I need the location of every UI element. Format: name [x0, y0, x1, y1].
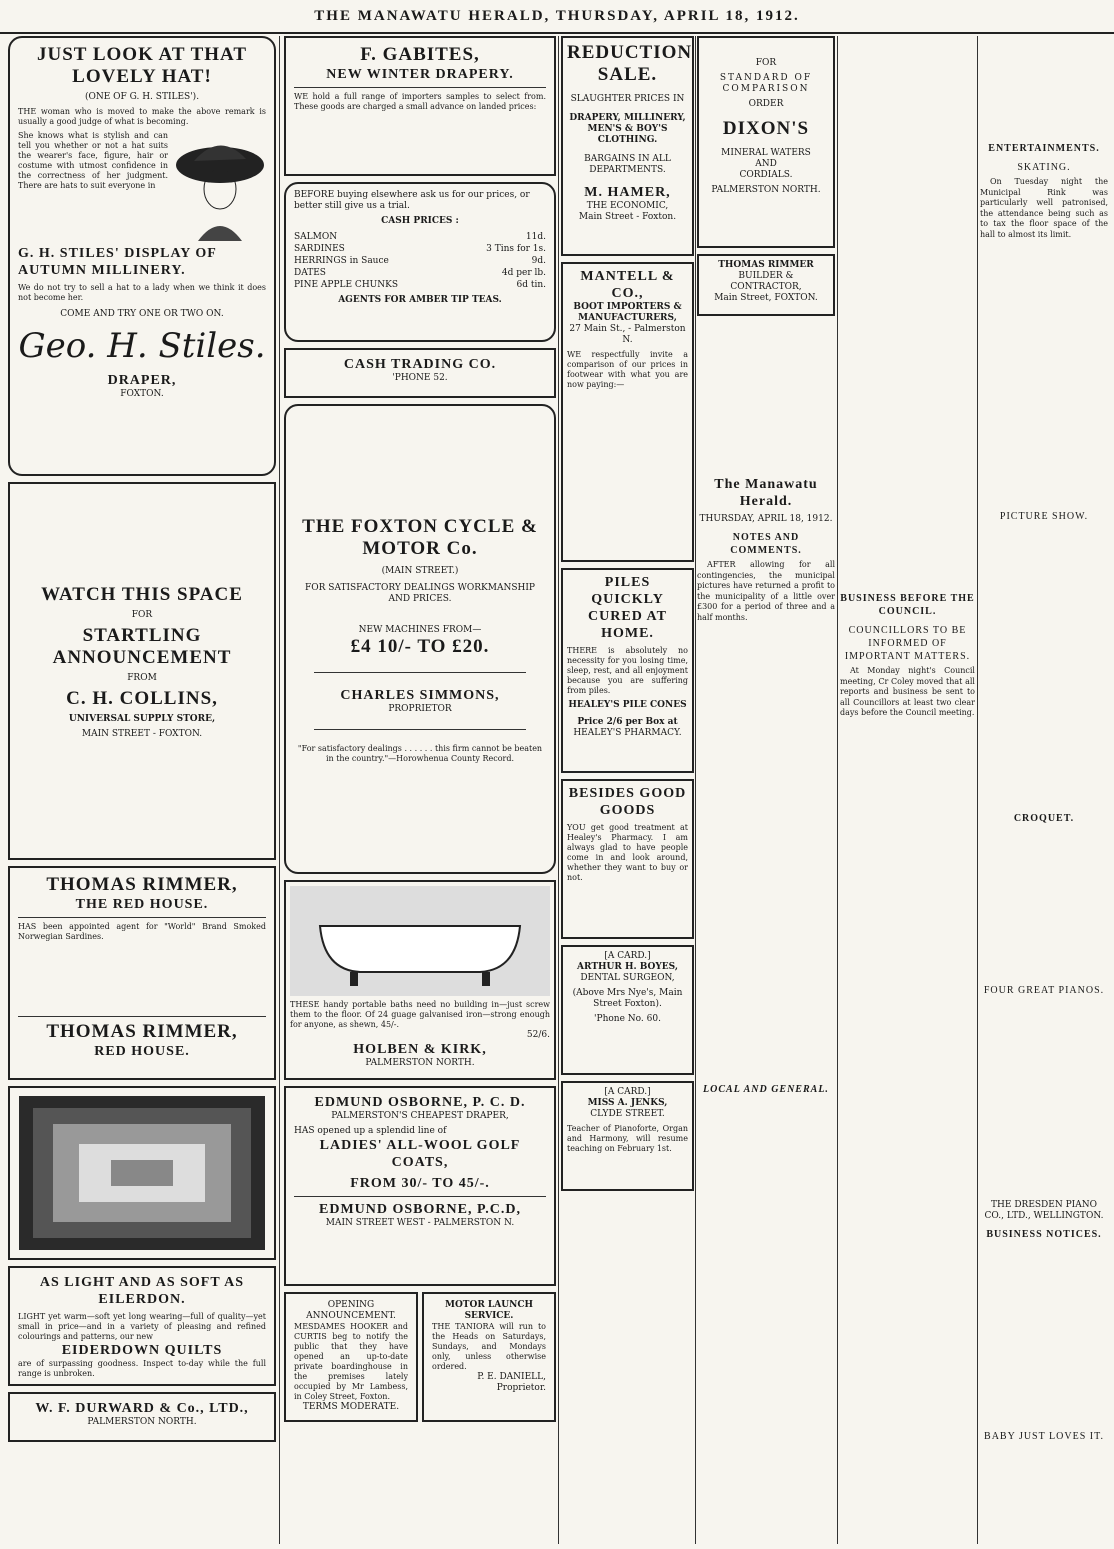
- rimmer-footer-name: THOMAS RIMMER,: [46, 1021, 238, 1042]
- column-2: [284, 36, 556, 1544]
- bath-illustration: [290, 886, 550, 996]
- stiles-title: JUST LOOK AT THAT LOVELY HAT!: [36, 44, 248, 87]
- pianos-heading: FOUR GREAT PIANOS.: [983, 985, 1105, 996]
- dixon-and: AND: [755, 159, 777, 169]
- hat-illustration: [174, 131, 266, 241]
- local-heading: LOCAL AND GENERAL.: [703, 1084, 829, 1095]
- collins-name: C. H. COLLINS,: [66, 688, 218, 709]
- cash-heading: CASH PRICES :: [381, 216, 459, 226]
- opening-body: MESDAMES HOOKER and CURTIS beg to notify the public that they have opened an up-to-date private boardinghouse in the premises lately occupied by Mr Lambess, in Coley Street, Foxton.: [294, 1322, 408, 1401]
- jenks-card: [561, 1081, 694, 1191]
- launch-title: MOTOR LAUNCH SERVICE.: [444, 1300, 533, 1321]
- piles-advert: [561, 568, 694, 773]
- cycle-role: PROPRIETOR: [388, 704, 452, 714]
- durward-firm: W. F. DURWARD & Co., LTD.,: [35, 1401, 249, 1416]
- stiles-byline: (ONE OF G. H. STILES').: [84, 92, 200, 102]
- mantell-advert: [561, 262, 694, 562]
- cycle-machines: NEW MACHINES FROM—: [358, 625, 482, 635]
- dixon-order: ORDER: [748, 99, 784, 109]
- eiderdown-body: LIGHT yet warm—soft yet long wearing—full of quality—yet small in price—and in a variety of pleasing and refined colourings and patterns, our new: [18, 1312, 266, 1341]
- cash-intro: BEFORE buying elsewhere ask us for our prices, or better still give us a trial.: [294, 190, 530, 211]
- holben-town: PALMERSTON NORTH.: [365, 1058, 475, 1068]
- stiles-advert: [8, 36, 276, 476]
- osborne-body: HAS opened up a splendid line of: [294, 1126, 447, 1136]
- cycle-street: (MAIN STREET.): [381, 566, 459, 576]
- stiles-intro: THE woman who is moved to make the above remark is usually a good judge of what is becoming.: [18, 107, 266, 126]
- jenks-address: CLYDE STREET.: [590, 1109, 665, 1119]
- boyes-address: (Above Mrs Nye's, Main Street Foxton).: [572, 988, 683, 1009]
- stiles-town: FOXTON.: [120, 389, 164, 399]
- besides-body: YOU get good treatment at Healey's Pharmacy. I am always glad to have people come in and look around, whether they want to buy or not.: [567, 823, 688, 882]
- column-6: [980, 36, 1108, 1544]
- dixon-product2: CORDIALS.: [739, 170, 793, 180]
- column-rule: [837, 36, 838, 1544]
- durward-town: PALMERSTON NORTH.: [87, 1417, 197, 1427]
- price-row: SARDINES 3 Tins for 1s.: [294, 244, 546, 254]
- cycle-title: THE FOXTON CYCLE & MOTOR Co.: [302, 516, 538, 559]
- launch-body: THE TANIORA will run to the Heads on Saturdays, Sundays, and Mondays only, unless otherwise ordered.: [432, 1322, 546, 1371]
- dixon-town: PALMERSTON NORTH.: [711, 185, 821, 195]
- osborne-price: FROM 30/- TO 45/-.: [350, 1176, 490, 1191]
- builder-address: Main Street, FOXTON.: [714, 293, 818, 303]
- collins-line2: FOR: [131, 610, 153, 620]
- rimmer-body: HAS been appointed agent for "World" Brand Smoked Norwegian Sardines.: [18, 922, 266, 941]
- croquet-heading: CROQUET.: [1013, 813, 1075, 824]
- skating-body: On Tuesday night the Municipal Rink was particularly well patronised, the attendance being such as to tax the floor space of the hall to almost its limit.: [980, 177, 1108, 239]
- rimmer-title: THOMAS RIMMER,: [46, 874, 238, 895]
- column-rule: [695, 36, 696, 1544]
- notices-heading: BUSINESS NOTICES.: [986, 1229, 1102, 1240]
- builder-name: THOMAS RIMMER: [718, 260, 814, 270]
- stiles-note: We do not try to sell a hat to a lady when we think it does not become her.: [18, 283, 266, 302]
- cycle-tagline: FOR SATISFACTORY DEALINGS WORKMANSHIP AND PRICES.: [305, 583, 535, 604]
- launch-role: Proprietor.: [496, 1383, 546, 1393]
- gabites-name: F. GABITES,: [360, 44, 480, 65]
- notes-body: AFTER allowing for all contingencies, the municipal pictures have returned a profit to the municipality of a little over £300 for a period of three and a half months.: [697, 560, 835, 622]
- durward-advert: [8, 1392, 276, 1442]
- eiderdown-title: AS LIGHT AND AS SOFT AS EILERDON.: [39, 1275, 245, 1307]
- piles-product: HEALEY'S PILE CONES: [568, 700, 687, 710]
- mantell-name: MANTELL & CO.,: [580, 269, 675, 301]
- osborne-address: MAIN STREET WEST - PALMERSTON N.: [325, 1218, 515, 1228]
- collins-line4: FROM: [127, 673, 157, 683]
- osborne-advert: [284, 1086, 556, 1286]
- besides-title: BESIDES GOOD GOODS: [568, 786, 687, 818]
- dixon-product: MINERAL WATERS: [721, 148, 811, 158]
- jenks-card-label: [A CARD.]: [604, 1087, 651, 1097]
- council-sub: COUNCILLORS TO BE INFORMED OF IMPORTANT MATTERS.: [844, 625, 971, 662]
- reduction-goods: DRAPERY, MILLINERY, MEN'S & BOY'S CLOTHING.: [569, 113, 686, 145]
- column-5: [840, 36, 975, 1544]
- price-row: PINE APPLE CHUNKS 6d tin.: [294, 280, 546, 290]
- jenks-name: MISS A. JENKS,: [587, 1098, 668, 1108]
- reduction-tag: THE ECONOMIC,: [586, 201, 669, 211]
- dixon-standard: STANDARD OF COMPARISON: [719, 73, 813, 94]
- opening-title: OPENING ANNOUNCEMENT.: [306, 1300, 396, 1321]
- cash-trading-advert: [284, 348, 556, 398]
- herald-title: The Manawatu Herald.: [714, 477, 818, 509]
- reduction-title: REDUCTION SALE.: [567, 42, 693, 85]
- column-4: [697, 36, 835, 1544]
- terms-block: [697, 322, 835, 472]
- besides-advert: [561, 779, 694, 939]
- skating-heading: SKATING.: [1017, 162, 1071, 173]
- holben-firm: HOLBEN & KIRK,: [353, 1042, 487, 1057]
- builder-advert: [697, 254, 835, 316]
- entertainments-heading: ENTERTAINMENTS.: [988, 143, 1100, 154]
- column-rule: [977, 36, 978, 1544]
- gabites-body: WE hold a full range of importers samples to select from. These goods are charged a small advance on landed prices:: [294, 92, 546, 111]
- column-rule: [279, 36, 280, 1544]
- reduction-advert: [561, 36, 694, 256]
- osborne-sub: PALMERSTON'S CHEAPEST DRAPER,: [331, 1111, 509, 1121]
- cash-phone: 'PHONE 52.: [392, 373, 448, 383]
- masthead: THE MANAWATU HERALD, THURSDAY, APRIL 18, 1912.: [0, 0, 1114, 34]
- jenks-body: Teacher of Pianoforte, Organ and Harmony, will resume teaching on February 1st.: [567, 1124, 688, 1153]
- mantell-address: 27 Main St., - Palmerston N.: [569, 324, 686, 345]
- stiles-signature: Geo. H. Stiles.: [18, 326, 266, 366]
- dresden-name: THE DRESDEN PIANO CO., LTD., WELLINGTON.: [984, 1200, 1104, 1221]
- opening-advert: [284, 1292, 418, 1422]
- piles-price: Price 2/6 per Box at: [577, 717, 678, 727]
- column-rule: [558, 36, 559, 1544]
- price-row: DATES 4d per lb.: [294, 268, 546, 278]
- col6-text: [980, 36, 1108, 136]
- dixon-for: FOR: [755, 58, 777, 68]
- boyes-role: DENTAL SURGEON,: [580, 973, 675, 983]
- osborne-name: EDMUND OSBORNE, P. C. D.: [314, 1095, 526, 1110]
- eiderdown-tail: are of surpassing goodness. Inspect to-day while the full range is unbroken.: [18, 1359, 266, 1378]
- col5-text: [840, 36, 975, 586]
- mantell-body: WE respectfully invite a comparison of our prices in footwear with what you are now paying:—: [567, 350, 688, 389]
- boyes-name: ARTHUR H. BOYES,: [577, 962, 678, 972]
- piles-shop: HEALEY'S PHARMACY.: [573, 728, 682, 738]
- stiles-trade: DRAPER,: [107, 373, 177, 388]
- piles-title: PILES QUICKLY CURED AT HOME.: [588, 575, 667, 641]
- reduction-sub: SLAUGHTER PRICES IN: [570, 94, 685, 104]
- collins-address: MAIN STREET - FOXTON.: [81, 729, 203, 739]
- cash-advert: [284, 182, 556, 342]
- bottom-row: [284, 1292, 556, 1422]
- opening-terms: TERMS MODERATE.: [302, 1402, 400, 1412]
- cycle-owner: CHARLES SIMMONS,: [340, 688, 500, 703]
- price-row: HERRINGS in Sauce 9d.: [294, 256, 546, 266]
- council-body: At Monday night's Council meeting, Cr Coley moved that all reports and business be sent to all Councillors at least two clear days before the Council meeting.: [840, 666, 975, 717]
- notes-heading: NOTES AND COMMENTS.: [730, 532, 802, 556]
- price-row: SALMON 11d.: [294, 232, 546, 242]
- collins-advert: [8, 482, 276, 860]
- stiles-closing: COME AND TRY ONE OR TWO ON.: [60, 309, 224, 319]
- stiles-body: She knows what is stylish and can tell you whether or not a hat suits the wearer's face, figure, hair or costume with utmost confidence in the correctness of her judgment. There are hats to suit everyone in: [18, 131, 168, 190]
- builder-role: BUILDER & CONTRACTOR,: [730, 271, 802, 292]
- osborne-product: LADIES' ALL-WOOL GOLF COATS,: [319, 1138, 521, 1170]
- holben-body: THESE handy portable baths need no building in—just screw them to the floor. Of 24 guage galvanised iron—strong enough for anyone, as shewn, 45/-.: [290, 1000, 550, 1029]
- osborne-footer: EDMUND OSBORNE, P.C.D,: [319, 1202, 521, 1217]
- dixon-advert: [697, 36, 835, 248]
- council-heading: BUSINESS BEFORE THE COUNCIL.: [840, 593, 975, 617]
- collins-line3: STARTLING ANNOUNCEMENT: [52, 625, 232, 668]
- collins-store: UNIVERSAL SUPPLY STORE,: [68, 714, 216, 724]
- rimmer-advert: [8, 866, 276, 1080]
- cycle-price: £4 10/- TO £20.: [350, 636, 490, 657]
- column-3: [561, 36, 694, 1544]
- picture-heading: PICTURE SHOW.: [999, 511, 1089, 522]
- launch-owner: P. E. DANIELL,: [477, 1372, 546, 1382]
- reduction-firm: M. HAMER,: [584, 185, 671, 200]
- holben-advert: [284, 880, 556, 1080]
- eiderdown-product: EIDERDOWN QUILTS: [61, 1343, 223, 1358]
- herald-date: THURSDAY, APRIL 18, 1912.: [699, 514, 833, 524]
- launch-advert: [422, 1292, 556, 1422]
- column-1: [8, 36, 276, 1544]
- cash-firm: CASH TRADING CO.: [343, 357, 497, 372]
- reduction-bargains: BARGAINS IN ALL DEPARTMENTS.: [584, 154, 671, 175]
- boyes-card-label: [A CARD.]: [604, 951, 651, 961]
- holben-price: 52/6.: [526, 1030, 550, 1040]
- rimmer-sub: THE RED HOUSE.: [75, 897, 209, 912]
- collins-line1: WATCH THIS SPACE: [41, 584, 243, 605]
- dixon-name: DIXON'S: [722, 118, 810, 139]
- stiles-display: G. H. STILES' DISPLAY OF AUTUMN MILLINERY.: [18, 246, 217, 278]
- cash-agents: AGENTS FOR AMBER TIP TEAS.: [338, 295, 502, 305]
- cycle-advert: [284, 404, 556, 874]
- reduction-address: Main Street - Foxton.: [578, 212, 677, 222]
- notes-continued: [697, 627, 835, 1077]
- quilt-illustration: [8, 1086, 276, 1260]
- eiderdown-advert: [8, 1266, 276, 1386]
- boyes-card: [561, 945, 694, 1075]
- baby-heading: BABY JUST LOVES IT.: [984, 1431, 1104, 1442]
- piles-body: THERE is absolutely no necessity for you losing time, sleep, rest, and all enjoyment because you are suffering from piles.: [567, 646, 688, 695]
- rimmer-footer-sub: RED HOUSE.: [94, 1044, 190, 1059]
- mantell-sub: BOOT IMPORTERS & MANUFACTURERS,: [573, 302, 682, 323]
- cycle-quote: "For satisfactory dealings . . . . . . this firm cannot be beaten in the country."—Horowhenua County Record.: [297, 744, 543, 763]
- gabites-sub: NEW WINTER DRAPERY.: [326, 67, 514, 82]
- boyes-phone: 'Phone No. 60.: [594, 1014, 661, 1024]
- gabites-advert: [284, 36, 556, 176]
